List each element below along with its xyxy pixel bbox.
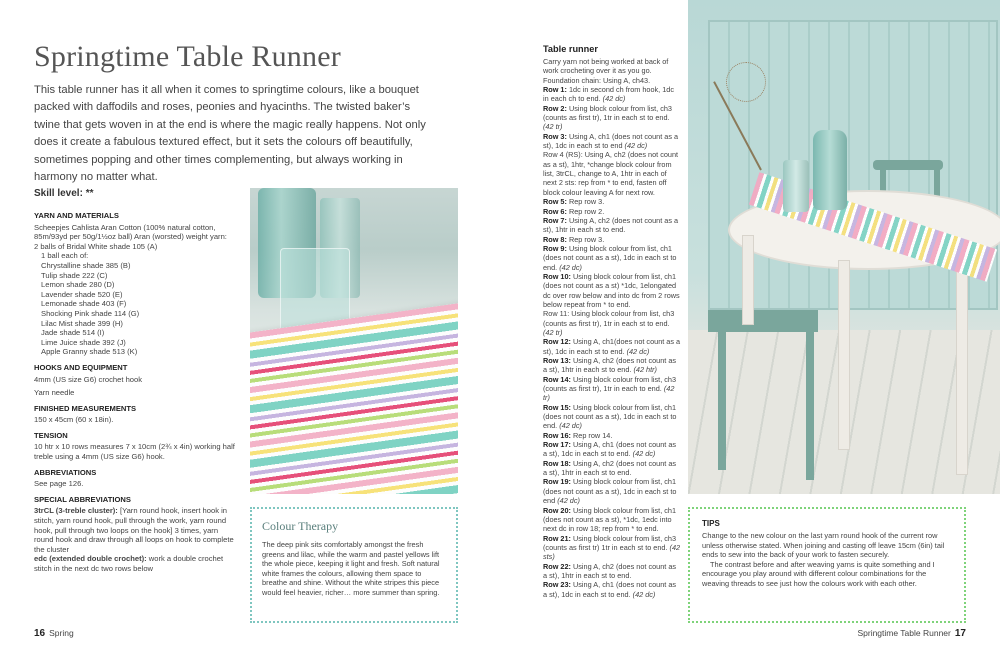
row-instruction: Using block colour from list, ch1 (does not count as a st), 1dc in each st to end.	[543, 243, 677, 272]
row-label: Row 20:	[543, 505, 571, 515]
row-label: Row 22:	[543, 561, 571, 571]
table-leg	[838, 260, 850, 450]
hooks-heading: HOOKS AND EQUIPMENT	[34, 362, 128, 372]
colour-therapy-title: Colour Therapy	[262, 519, 339, 533]
shade-item: Apple Granny shade 513 (K)	[41, 347, 138, 357]
finished-heading: FINISHED MEASUREMENTS	[34, 403, 137, 413]
row-instruction: Using block colour from list, ch3 (counts as first tr), 1tr in each to end.	[543, 374, 677, 394]
materials-column	[34, 211, 236, 574]
pattern-row	[543, 150, 681, 197]
intro-paragraph: This table runner has it all when it comes to springtime colours, like a bouquet packed with daffodils and roses, peonies and hyacinths. The twisted baker’s twine that gets woven in at the end is where the magic really happens. Not only does it create a fabulous textured effect, but it sets the colours off beautifully, sometimes popping and other times complementing, but always working in harmony no matter what.	[34, 84, 426, 184]
row-label: Row 17:	[543, 440, 571, 450]
yarn-description: Scheepjes Cahlista Aran Cotton (100% natural cotton, 85m/93yd per 50g/1½oz ball) Aran (worsted) weight yarn:	[34, 222, 227, 242]
shade-item: Chrystalline shade 385 (B)	[41, 260, 131, 270]
pattern-row	[543, 403, 681, 431]
row-stitch-count: (42 tr)	[543, 327, 563, 337]
row-stitch-count: (42 htr)	[633, 365, 657, 375]
pattern-row	[543, 375, 681, 403]
abbreviations-heading: ABBREVIATIONS	[34, 467, 97, 477]
row-label: Row 13:	[543, 356, 571, 365]
row-label: Row 19:	[543, 477, 571, 487]
tips-title: TIPS	[702, 519, 720, 528]
pattern-row	[543, 506, 681, 534]
pattern-row	[543, 534, 681, 562]
row-label: Row 2:	[543, 103, 567, 113]
page-title: Springtime Table Runner	[34, 40, 341, 73]
special-term-2: edc (extended double crochet):	[34, 554, 147, 564]
row-instruction: Using A, ch2 (does not count as a st), 1htr in each st to end.	[543, 215, 679, 235]
special-abbreviations-heading: SPECIAL ABBREVIATIONS	[34, 494, 131, 504]
runner-closeup-photo	[250, 188, 458, 494]
tips-paragraph-1: Change to the new colour on the last yarn round hook of the current row unless otherwise stated. When joining and casting off leave 15cm (6in) tail ends to sew into the back of your work to fasten securely.	[702, 531, 945, 560]
pattern-column	[543, 57, 681, 599]
row-instruction: Using A, ch2 (does not count as a st), 1htr in each st to end.	[543, 458, 677, 478]
row-label: Row 8:	[543, 234, 567, 244]
chair-leg	[718, 330, 726, 470]
row-instruction: 1dc in second ch from hook, 1dc in each ch to end.	[543, 85, 675, 104]
table-leg-2	[956, 270, 968, 475]
row-instruction: Rep row 2.	[566, 206, 605, 216]
row-label: Row 9:	[543, 243, 567, 253]
special-def-1: [Yarn round hook, insert hook in stitch, yarn round hook, pull through the work, yarn round hook, pull through two loops on the hook] 3 times, yarn round hook and draw through all loops on hook to complete the cluster	[34, 506, 234, 554]
special-abbreviation-1	[34, 506, 236, 554]
table-runner-heading: Table runner	[543, 44, 598, 54]
row-label: Row 5:	[543, 197, 567, 207]
row-stitch-count: (42 dc)	[632, 449, 656, 459]
row-stitch-count: (42 dc)	[559, 421, 582, 431]
shade-item: Tulip shade 222 (C)	[41, 270, 108, 280]
row-stitch-count: (42 dc)	[557, 496, 580, 506]
shade-item: Lilac Mist shade 399 (H)	[41, 318, 123, 328]
shade-item: Lime Juice shade 392 (J)	[41, 337, 126, 347]
shade-item: Shocking Pink shade 114 (G)	[41, 308, 140, 318]
colour-therapy-box	[250, 507, 458, 623]
shade-item: Jade shade 514 (I)	[41, 328, 105, 338]
pattern-row	[543, 85, 681, 104]
hook-item: 4mm (US size G6) crochet hook	[34, 374, 143, 384]
tips-paragraph-2: The contrast before and after weaving yarns is quite something and I encourage you play around with different colour combinations for the weaving threads to see just how the colours work with each other.	[702, 559, 935, 588]
row-stitch-count: (42 dc)	[624, 141, 648, 151]
left-page-number: 16	[34, 628, 46, 639]
row-list	[543, 85, 681, 599]
special-abbreviation-2	[34, 554, 236, 573]
row-instruction: Using block colour from list, ch1 (does not count as a st), 1dc in each st to end.	[543, 402, 677, 431]
row-label: Row 14:	[543, 374, 571, 384]
shade-list	[34, 261, 236, 357]
row-instruction: Using A, ch2 (does not count as a st), 1htr in each st to end.	[543, 561, 677, 580]
special-def-2: work a double crochet stitch in the next dc two rows below	[34, 554, 224, 573]
glass-vase	[783, 160, 809, 212]
row-instruction: Using block colour from list, ch3 (counts as first tr), 1tr in each st to end.	[543, 103, 672, 123]
row-stitch-count: (42 dc)	[626, 346, 650, 356]
row-instruction: Using A, ch1 (does not count as a st), 1dc in each st to end	[543, 131, 679, 151]
pattern-row	[543, 580, 681, 599]
pattern-row	[543, 477, 681, 505]
left-section-name: Spring	[49, 628, 74, 638]
pattern-row	[543, 244, 681, 272]
row-instruction: Using A, ch2 (does not count as a st), 1htr in each st to end.	[543, 356, 677, 375]
colour-therapy-body: The deep pink sits comfortably amongst the fresh greens and lilac, while the warm and pastel yellows lift the whole piece, keeping it light and fresh. Soft natural white frames the colours, allowing them space to breathe and shine. Without the white stripes this piece would feel heavier, richer… more summer than spring.	[262, 540, 440, 597]
chair-leg-2	[806, 330, 814, 480]
pattern-row	[543, 216, 681, 235]
pattern-row	[543, 272, 681, 309]
shade-item: Lemon shade 280 (D)	[41, 280, 115, 290]
foundation-chain: Foundation chain: Using A, ch43.	[543, 75, 651, 85]
row-label: Row 21:	[543, 533, 571, 543]
row-instruction: Using block colour from list, ch1 (does not count as a st) *1dc, 1elongated dc over row below and into dc from 2 rows below repeat from * to end.	[543, 271, 680, 309]
row-instruction: Row 11: Using block colour from list, ch3 (counts as first tr), 1tr in each st to end.	[543, 309, 675, 328]
glass-bottle	[813, 130, 847, 210]
row-instruction: Rep row 14.	[570, 430, 613, 440]
pattern-row	[543, 431, 681, 440]
row-instruction: Using A, ch1 (does not count as a st), 1dc in each st to end.	[543, 580, 677, 599]
pattern-row	[543, 309, 681, 337]
pattern-row	[543, 356, 681, 375]
pattern-row	[543, 207, 681, 216]
pattern-row	[543, 337, 681, 356]
row-instruction: Rep row 3.	[566, 197, 605, 207]
crochet-runner	[250, 301, 458, 494]
finished-measurements: 150 x 45cm (60 x 18in).	[34, 415, 114, 425]
row-label: Row 6:	[543, 206, 567, 216]
table-leg-3	[742, 235, 754, 325]
row-stitch-count: (42 dc)	[602, 94, 626, 104]
row-stitch-count: (42 sts)	[543, 542, 681, 562]
allium-flower	[726, 62, 766, 102]
tension-heading: TENSION	[34, 430, 68, 440]
tips-body	[702, 531, 952, 589]
row-instruction: Using block colour from list, ch1 (does not count as a st), 1dc in each st to end	[543, 477, 677, 506]
skill-level: Skill level: **	[34, 188, 94, 199]
row-label: Row 15:	[543, 402, 571, 412]
pattern-row	[543, 562, 681, 581]
right-page-number: 17	[954, 628, 966, 639]
row-label: Row 18:	[543, 458, 571, 468]
yarn-each: 1 ball each of:	[41, 251, 89, 261]
row-instruction: Using A, ch1 (does not count as a st), 1dc in each st to end.	[543, 440, 677, 459]
row-instruction: Using block colour from list, ch1 (does not count as a st), *1dc, 1edc into next dc in row 18; rep from * to end.	[543, 505, 677, 534]
table-scene-photo	[688, 0, 1000, 494]
abbreviations-text: See page 126.	[34, 479, 84, 489]
row-stitch-count: (42 dc)	[559, 262, 582, 272]
row-instruction: Rep row 3.	[566, 234, 605, 244]
left-folio	[34, 628, 74, 639]
row-label: Row 10:	[543, 271, 571, 281]
row-instruction: Row 4 (RS): Using A, ch2 (does not count as a st), 1htr, *change block colour from list, 3trCL, change to A, 1htr in each of next 2 sts: rep from * to end, fasten off block colour leaving A for next row.	[543, 150, 679, 197]
pattern-row	[543, 235, 681, 244]
shade-item: Lemonade shade 403 (F)	[41, 299, 127, 309]
chair-seat	[708, 310, 818, 332]
pattern-intro: Carry yarn not being worked at back of work crocheting over it as you go.	[543, 57, 669, 76]
tension-text: 10 htr x 10 rows measures 7 x 10cm (2¾ x 4in) working half treble using a 4mm (US size G6) hook.	[34, 442, 235, 462]
pattern-row	[543, 132, 681, 151]
row-label: Row 12:	[543, 337, 571, 347]
right-folio	[857, 628, 966, 639]
row-label: Row 16:	[543, 430, 571, 440]
row-label: Row 7:	[543, 215, 567, 225]
row-instruction: Using A, ch1(does not count as a st), 1dc in each st to end.	[543, 337, 681, 356]
pattern-row	[543, 104, 681, 132]
row-instruction: Using block colour from list, ch3 (counts as first tr) 1tr in each st to end.	[543, 533, 677, 552]
special-term-1: 3trCL (3-treble cluster):	[34, 506, 118, 516]
yarn-main: 2 balls of Bridal White shade 105 (A)	[34, 241, 158, 251]
pattern-row	[543, 459, 681, 478]
shade-item: Lavender shade 520 (E)	[41, 289, 123, 299]
pattern-row	[543, 440, 681, 459]
row-label: Row 3:	[543, 131, 567, 141]
pattern-row	[543, 197, 681, 206]
row-label: Row 23:	[543, 580, 571, 590]
row-stitch-count: (42 tr)	[543, 384, 675, 403]
needle-item: Yarn needle	[34, 388, 75, 398]
right-section-name: Springtime Table Runner	[857, 628, 951, 638]
row-label: Row 1:	[543, 85, 567, 95]
tips-box	[688, 507, 966, 623]
yarn-heading: YARN AND MATERIALS	[34, 211, 119, 220]
row-stitch-count: (42 tr)	[543, 122, 563, 132]
row-stitch-count: (42 dc)	[632, 589, 656, 599]
